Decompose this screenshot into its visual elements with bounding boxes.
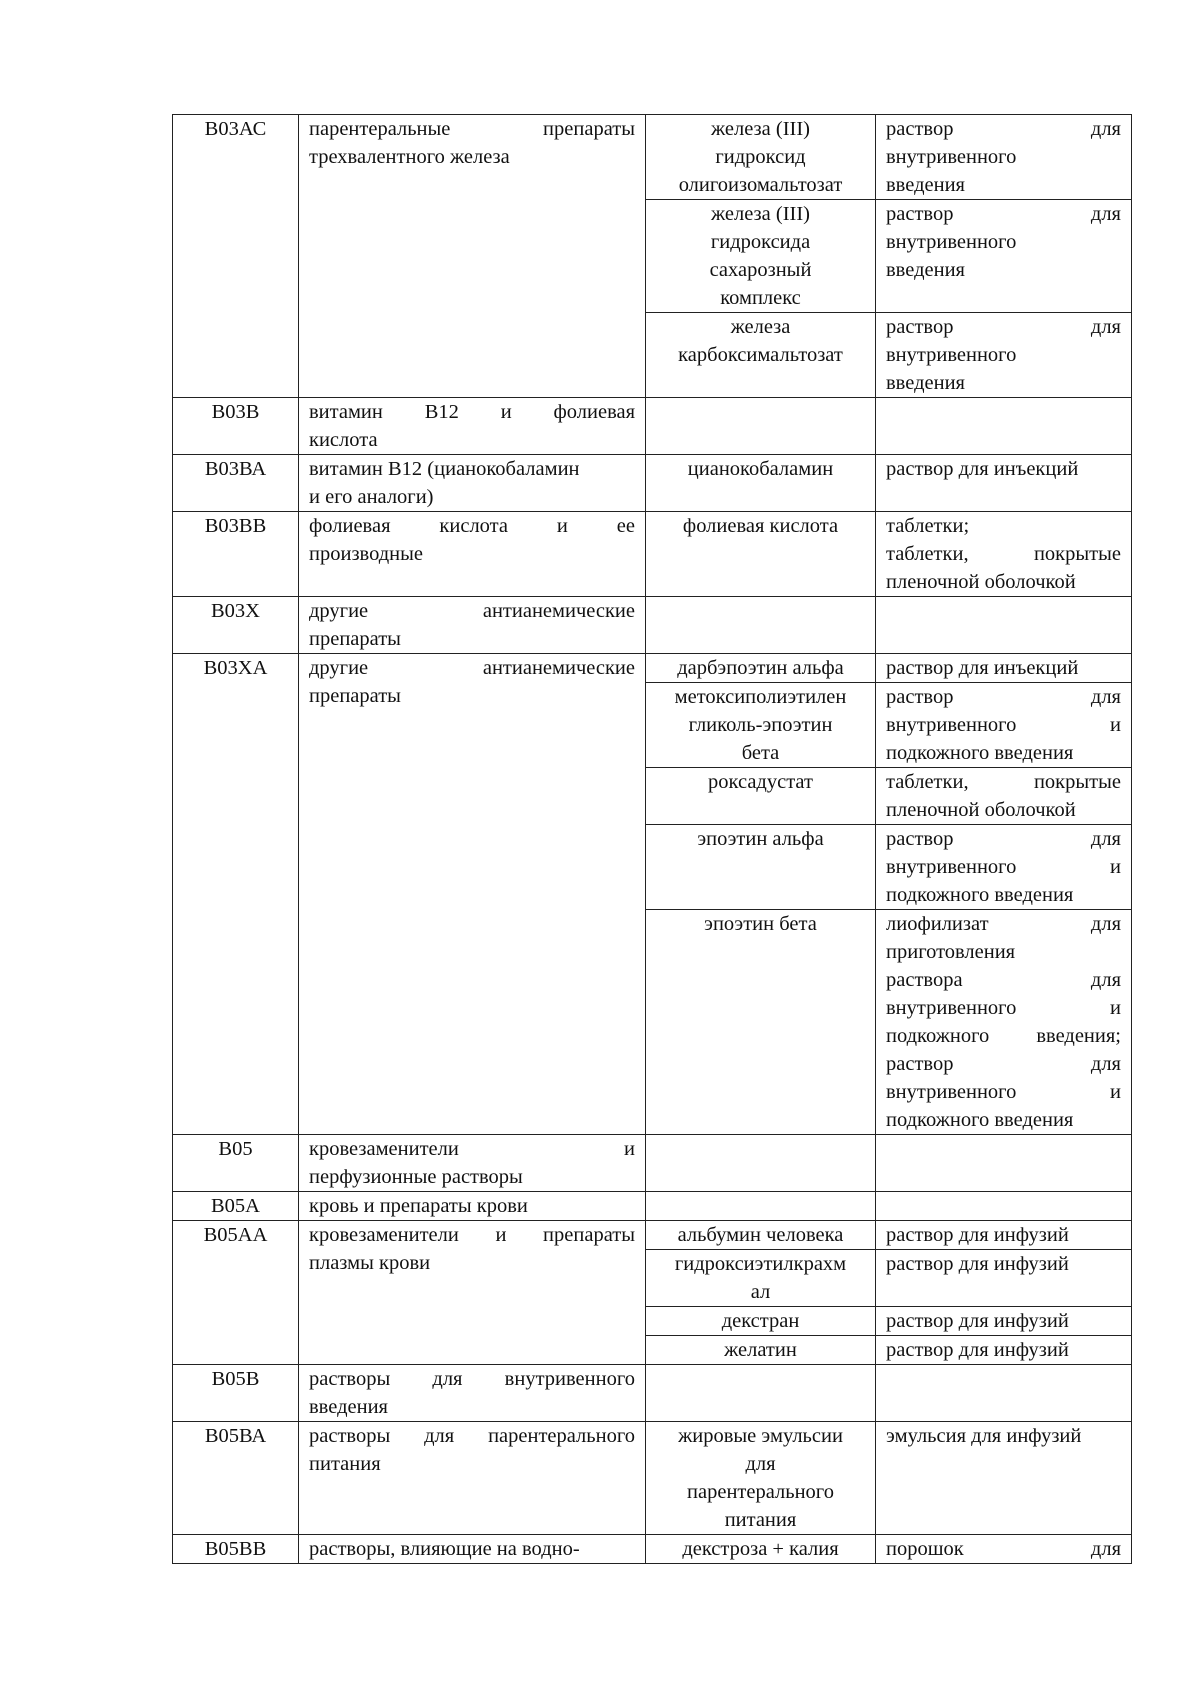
dosage-form-empty — [876, 597, 1132, 654]
dosage-form — [876, 1535, 1132, 1564]
drug-name-line: для — [745, 1453, 776, 1475]
drug-name-line: гидроксид — [715, 146, 806, 168]
pharmacological-group-line: парентеральные препараты — [309, 118, 635, 140]
drug-name-line: бета — [741, 742, 780, 764]
dosage-form — [876, 313, 1132, 398]
pharmacological-group — [299, 1535, 646, 1564]
pharmacological-group-line: фолиевая кислота и ее — [309, 515, 635, 537]
pharmacological-group-line: другие антианемические — [309, 657, 635, 679]
table-row — [173, 398, 1132, 455]
drug-name — [646, 654, 876, 683]
dosage-form-line: пленочной оболочкой — [886, 799, 1076, 821]
drug-name-line: эпоэтин альфа — [697, 828, 824, 850]
dosage-form-line: раствор для — [886, 1053, 1121, 1075]
dosage-form — [876, 455, 1132, 512]
drug-name — [646, 768, 876, 825]
dosage-form-line: внутривенного — [886, 231, 1017, 253]
atc-code: В03АС — [173, 115, 299, 398]
dosage-form-line: раствор для инфузий — [886, 1253, 1069, 1275]
dosage-form-line: внутривенного — [886, 146, 1017, 168]
atc-code: В03В — [173, 398, 299, 455]
atc-code: В05ВВ — [173, 1535, 299, 1564]
drug-name — [646, 115, 876, 200]
drug-name-line: роксадустат — [708, 771, 813, 793]
dosage-form-line: внутривенного и — [886, 856, 1121, 878]
drug-name-line: альбумин человека — [677, 1224, 844, 1246]
dosage-form-line: раствор для инфузий — [886, 1310, 1069, 1332]
dosage-form-line: внутривенного и — [886, 1081, 1121, 1103]
drug-name — [646, 1422, 876, 1535]
dosage-form — [876, 1221, 1132, 1250]
drug-name-line: железа — [730, 316, 791, 338]
drug-name-line: комплекс — [720, 287, 801, 309]
table-row — [173, 597, 1132, 654]
pharmacological-group — [299, 115, 646, 398]
drug-name-line: фолиевая кислота — [682, 515, 839, 537]
drug-name-line: желатин — [724, 1339, 797, 1361]
dosage-form-line: внутривенного и — [886, 714, 1121, 736]
drug-name — [646, 313, 876, 398]
pharmacological-group-line: препараты — [309, 685, 401, 707]
dosage-form-line: раствор для — [886, 118, 1121, 140]
dosage-form-line: приготовления — [886, 941, 1016, 963]
dosage-form-line: таблетки, покрытые — [886, 543, 1121, 565]
drug-name — [646, 200, 876, 313]
drug-name-line: гидроксиэтилкрахм — [674, 1253, 847, 1275]
dosage-form — [876, 512, 1132, 597]
pharmacological-group-line: витамин В12 и фолиевая — [309, 401, 635, 423]
drug-name-empty — [646, 597, 876, 654]
drug-name-line: эпоэтин бета — [704, 913, 817, 935]
pharmacological-group-line: кровезаменители и — [309, 1138, 635, 1160]
dosage-form — [876, 825, 1132, 910]
atc-code: В03Х — [173, 597, 299, 654]
dosage-form — [876, 1422, 1132, 1535]
dosage-form-line: раствор для — [886, 316, 1121, 338]
dosage-form-line: таблетки, покрытые — [886, 771, 1121, 793]
pharmacological-group-line: кровь и препараты крови — [309, 1195, 528, 1217]
atc-code: В03ХА — [173, 654, 299, 1135]
pharmacological-group-line: растворы для парентерального — [309, 1425, 635, 1447]
pharmacological-group-line: трехвалентного железа — [309, 146, 510, 168]
pharmacological-group-line: кислота — [309, 429, 378, 451]
drug-name-line: гликоль-эпоэтин — [688, 714, 833, 736]
drug-name — [646, 1535, 876, 1564]
dosage-form — [876, 768, 1132, 825]
drug-name-empty — [646, 1192, 876, 1221]
dosage-form-line: раствор для — [886, 203, 1121, 225]
pharmacological-group — [299, 1192, 646, 1221]
dosage-form-line: введения — [886, 174, 965, 196]
dosage-form — [876, 1250, 1132, 1307]
dosage-form — [876, 910, 1132, 1135]
dosage-form-line: раствор для инъекций — [886, 657, 1079, 679]
drug-name-line: цианокобаламин — [687, 458, 834, 480]
dosage-form — [876, 200, 1132, 313]
pharmacological-group-line: перфузионные растворы — [309, 1166, 523, 1188]
dosage-form-line: эмульсия для инфузий — [886, 1425, 1082, 1447]
dosage-form — [876, 654, 1132, 683]
drug-name — [646, 1307, 876, 1336]
table-row — [173, 1365, 1132, 1422]
table-row — [173, 1192, 1132, 1221]
pharmacological-group-line: растворы для внутривенного — [309, 1368, 635, 1390]
drug-name — [646, 1221, 876, 1250]
pharmacological-group-line: производные — [309, 543, 424, 565]
pharmacological-group-line: другие антианемические — [309, 600, 635, 622]
drug-name-line: железа (III) — [710, 118, 811, 140]
atc-code: В05А — [173, 1192, 299, 1221]
table-row — [173, 654, 1132, 683]
table-row — [173, 1135, 1132, 1192]
pharmacological-group-line: и его аналоги) — [309, 486, 434, 508]
dosage-form-line: раствор для инъекций — [886, 458, 1079, 480]
pharmacological-group-line: питания — [309, 1453, 381, 1475]
dosage-form-line: порошок для — [886, 1538, 1121, 1560]
pharmacological-group — [299, 512, 646, 597]
drug-name-line: парентерального — [687, 1481, 834, 1503]
dosage-form-empty — [876, 1365, 1132, 1422]
atc-code: В05 — [173, 1135, 299, 1192]
drug-name — [646, 1336, 876, 1365]
drug-classification-table — [172, 114, 1132, 1564]
drug-name-line: сахарозный — [709, 259, 812, 281]
table-body — [173, 115, 1132, 1564]
atc-code: В03ВВ — [173, 512, 299, 597]
drug-name-line: декстроза + калия — [682, 1538, 839, 1560]
drug-name-line: ал — [750, 1281, 771, 1303]
drug-name — [646, 825, 876, 910]
dosage-form — [876, 1307, 1132, 1336]
pharmacological-group — [299, 654, 646, 1135]
drug-name-line: жировые эмульсии — [678, 1425, 843, 1447]
dosage-form-line: раствор для — [886, 686, 1121, 708]
pharmacological-group-line: витамин В12 (цианокобаламин — [309, 458, 580, 480]
dosage-form-empty — [876, 1135, 1132, 1192]
drug-name-line: питания — [724, 1509, 797, 1531]
pharmacological-group-line: растворы, влияющие на водно- — [309, 1538, 580, 1560]
drug-name — [646, 910, 876, 1135]
dosage-form-line: подкожного введения — [886, 884, 1074, 906]
dosage-form-line: внутривенного — [886, 344, 1017, 366]
table-row — [173, 1221, 1132, 1250]
drug-name-line: карбоксимальтозат — [678, 344, 843, 366]
drug-name — [646, 455, 876, 512]
pharmacological-group-line: введения — [309, 1396, 388, 1418]
dosage-form-line: раствора для — [886, 969, 1121, 991]
dosage-form-line: пленочной оболочкой — [886, 571, 1076, 593]
drug-name-empty — [646, 1135, 876, 1192]
table-row — [173, 1535, 1132, 1564]
dosage-form-empty — [876, 398, 1132, 455]
pharmacological-group-line: кровезаменители и препараты — [309, 1224, 635, 1246]
dosage-form-line: раствор для инфузий — [886, 1224, 1069, 1246]
pharmacological-group — [299, 1422, 646, 1535]
drug-name-line: декстран — [721, 1310, 800, 1332]
dosage-form-line: раствор для — [886, 828, 1121, 850]
dosage-form — [876, 1336, 1132, 1365]
table-row — [173, 455, 1132, 512]
drug-name-empty — [646, 1365, 876, 1422]
drug-name — [646, 512, 876, 597]
drug-name-line: дарбэпоэтин альфа — [677, 657, 844, 679]
drug-name-line: железа (III) — [710, 203, 811, 225]
atc-code: В03ВА — [173, 455, 299, 512]
dosage-form-empty — [876, 1192, 1132, 1221]
dosage-form — [876, 115, 1132, 200]
dosage-form-line: введения — [886, 372, 965, 394]
drug-name-line: метоксиполиэтилен — [674, 686, 847, 708]
table-row — [173, 1422, 1132, 1535]
pharmacological-group — [299, 1365, 646, 1422]
drug-name-line: олигоизомальтозат — [678, 174, 843, 196]
pharmacological-group — [299, 1135, 646, 1192]
dosage-form-line: таблетки; — [886, 515, 970, 537]
dosage-form-line: внутривенного и — [886, 997, 1121, 1019]
dosage-form-line: раствор для инфузий — [886, 1339, 1069, 1361]
dosage-form-line: введения — [886, 259, 965, 281]
dosage-form — [876, 683, 1132, 768]
drug-name-line: гидроксида — [710, 231, 811, 253]
atc-code: В05ВА — [173, 1422, 299, 1535]
drug-name — [646, 683, 876, 768]
dosage-form-line: подкожного введения; — [886, 1025, 1121, 1047]
atc-code: В05В — [173, 1365, 299, 1422]
pharmacological-group-line: плазмы крови — [309, 1252, 431, 1274]
pharmacological-group-line: препараты — [309, 628, 401, 650]
dosage-form-line: лиофилизат для — [886, 913, 1121, 935]
drug-name — [646, 1250, 876, 1307]
table-row — [173, 115, 1132, 200]
pharmacological-group — [299, 398, 646, 455]
pharmacological-group — [299, 1221, 646, 1365]
atc-code: В05АА — [173, 1221, 299, 1365]
dosage-form-line: подкожного введения — [886, 1109, 1074, 1131]
dosage-form-line: подкожного введения — [886, 742, 1074, 764]
drug-name-empty — [646, 398, 876, 455]
pharmacological-group — [299, 597, 646, 654]
pharmacological-group — [299, 455, 646, 512]
table-row — [173, 512, 1132, 597]
